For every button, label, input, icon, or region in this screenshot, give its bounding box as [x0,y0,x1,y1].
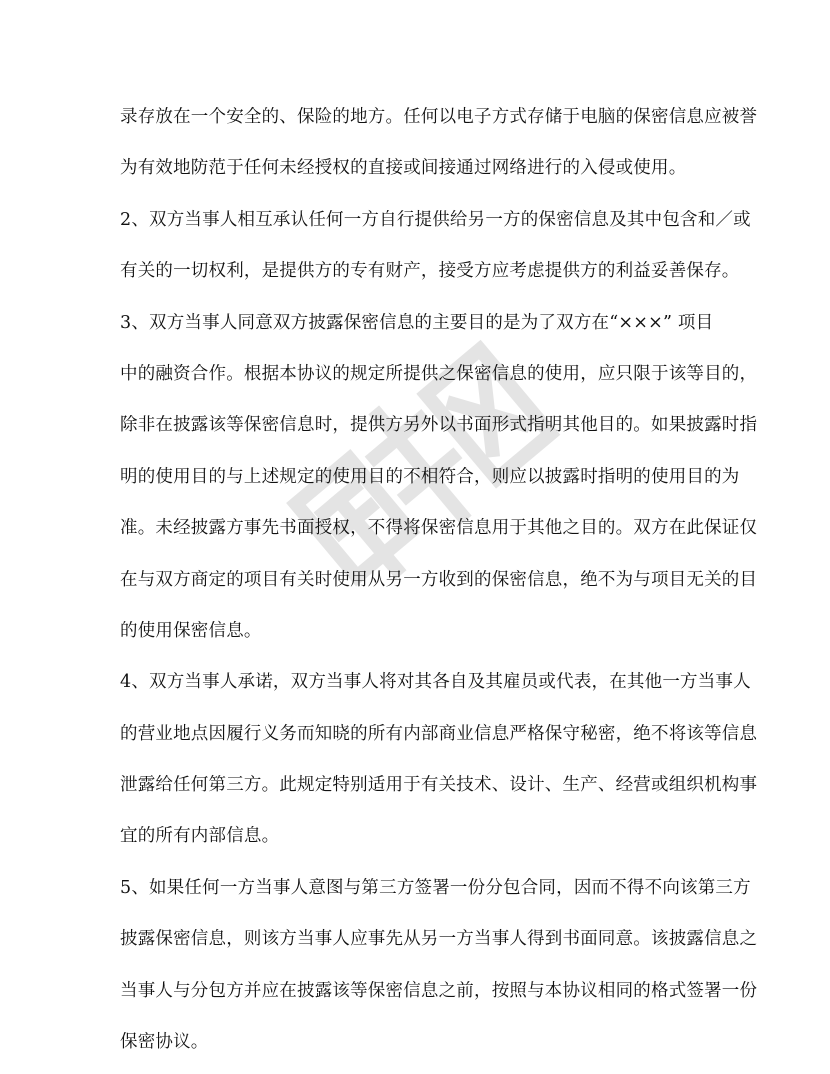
clause-5-line: 保密协议。 [120,1032,209,1053]
clause-4-line: 的营业地点因履行义务而知晓的所有内部商业信息严格保守秘密，绝不将该等信息 [120,723,758,744]
clause-3-line: 明的使用目的与上述规定的使用目的不相符合，则应以披露时指明的使用目的为 [120,466,740,487]
clause-3-line: 准。未经披露方事先书面授权，不得将保密信息用于其他之目的。双方在此保证仅 [120,518,758,539]
clause-3-line: 在与双方商定的项目有关时使用从另一方收到的保密信息，绝不为与项目无关的目 [120,569,758,590]
clause-3-line: 3、双方当事人同意双方披露保密信息的主要目的是为了双方在“×××” 项目 [120,312,714,333]
clause-2-line: 有关的一切权利，是提供方的专有财产，接受方应考虑提供方的利益妥善保存。 [120,261,740,282]
clause-3-line: 中的融资合作。根据本协议的规定所提供之保密信息的使用，应只限于该等目的， [120,363,758,384]
clause-4-line: 宜的所有内部信息。 [120,826,280,847]
body-text-line: 为有效地防范于任何未经授权的直接或间接通过网络进行的入侵或使用。 [120,158,687,179]
clause-5-line: 5、如果任何一方当事人意图与第三方签署一份分包合同，因而不得不向该第三方 [120,877,751,898]
document-body [120,92,758,1068]
clause-3-line: 的使用保密信息。 [120,620,262,641]
clause-3-line: 除非在披露该等保密信息时，提供方另外以书面形式指明其他目的。如果披露时指 [120,415,758,436]
body-text-line: 录存放在一个安全的、保险的地方。任何以电子方式存储于电脑的保密信息应被誉 [120,107,758,127]
clause-5-line: 当事人与分包方并应在披露该等保密信息之前，按照与本协议相同的格式签署一份 [120,980,758,1001]
clause-5-line: 披露保密信息，则该方当事人应事先从另一方当事人得到书面同意。该披露信息之 [120,929,758,950]
clause-4-line: 泄露给任何第三方。此规定特别适用于有关技术、设计、生产、经营或组织机构事 [120,775,758,796]
clause-2-line: 2、双方当事人相互承认任何一方自行提供给另一方的保密信息及其中包含和／或 [120,209,751,230]
clause-4-line: 4、双方当事人承诺，双方当事人将对其各自及其雇员或代表，在其他一方当事人 [120,672,751,693]
